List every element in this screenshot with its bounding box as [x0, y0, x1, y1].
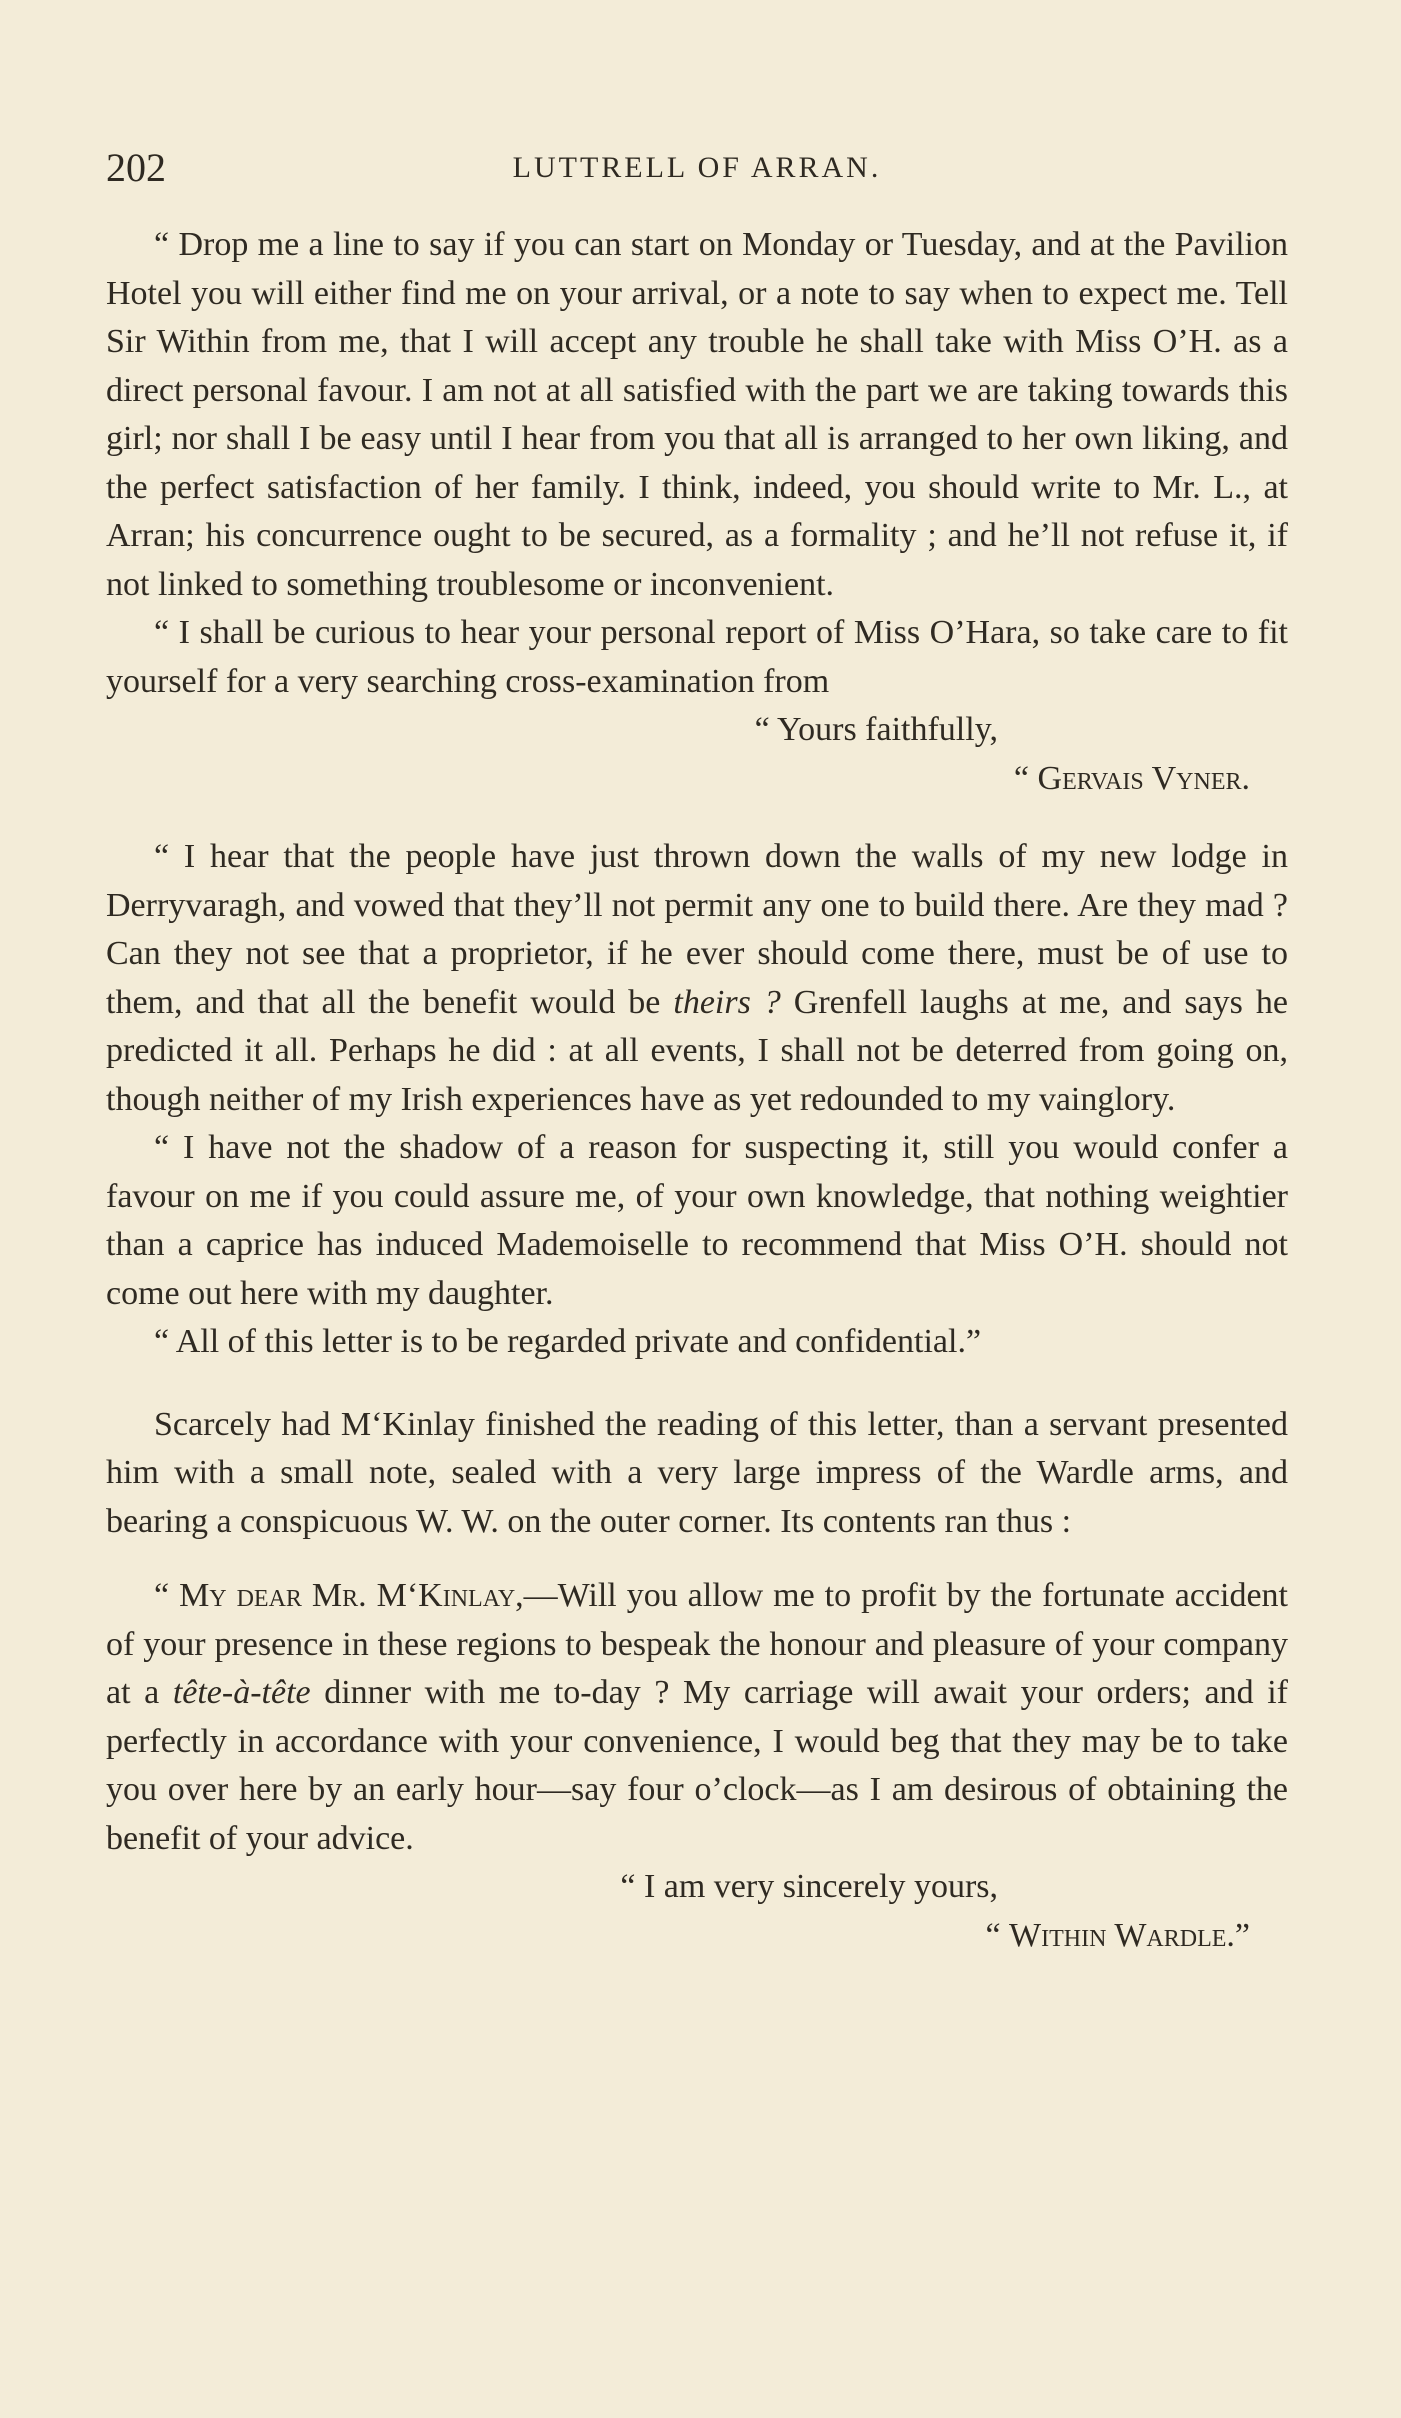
letter-paragraph-2: “ I shall be curious to hear your personal report of Miss O’Hara, so take care to fit yourself for a very searching cross-examination from [106, 614, 1288, 700]
postscript-text-a: “ I hear that the people have just thrown down the walls of my new lodge in Derryvaragh, and vowed that they’ll not permit any one to build there. Are they mad ? Can they not see that a proprietor, if he ever should come there, must be of use to them, and that all the benefit would be [106, 838, 1288, 1021]
postscript-text-b: Grenfell laughs at me, and says he predicted it all. Perhaps he did : at all events, I shall not be deterred from going on, though neither of my Irish experiences have as yet redounded to my vainglory. [106, 983, 1288, 1118]
signature-open-quote: “ [1013, 759, 1038, 797]
page-header [106, 140, 1288, 196]
note-signature-name: Within Wardle. [1009, 1916, 1235, 1954]
note-paragraph [106, 1572, 1288, 1863]
note-signature-close-quote: ” [1234, 1916, 1250, 1954]
signature-name: Gervais Vyner. [1037, 759, 1250, 797]
spacer [106, 1367, 1288, 1401]
page-body [106, 221, 1288, 1960]
postscript-paragraph-3: “ All of this letter is to be regarded private and confidential.” [154, 1323, 982, 1360]
note-closing: “ I am very sincerely yours, [620, 1868, 998, 1905]
note-signature [106, 1912, 1288, 1961]
spacer [106, 803, 1288, 833]
postscript-paragraph-2: “ I have not the shadow of a reason for suspecting it, still you would confer a favour on me if you could assure me, of your own knowledge, that nothing weightier than a caprice has induced Mademoiselle to recommend that Miss O’H. should not come out here with my daughter. [106, 1129, 1288, 1312]
note-text-a: —Will you allow me to profit by the fortunate accident of your presence in these regions to bespeak the honour and pleasure of your company at a [106, 1577, 1289, 1711]
postscript-emphasis: theirs ? [673, 983, 781, 1021]
salutation: My dear Mr. M‘Kinlay, [179, 1577, 524, 1614]
salutation-open-quote: “ [154, 1577, 180, 1614]
running-title: LUTTRELL OF ARRAN. [512, 151, 882, 184]
postscript-paragraph-1 [106, 833, 1288, 1124]
letter-closing: “ Yours faithfully, [754, 711, 998, 748]
note-signature-open-quote: “ [985, 1916, 1010, 1954]
narrative-paragraph: Scarcely had M‘Kinlay finished the reading of this letter, than a servant presented him with a small note, sealed with a very large impress of the Wardle arms, and bearing a conspicuous W. W. on the outer corner. Its contents ran thus : [106, 1405, 1288, 1540]
note-text-b: dinner with me to-day ? My carriage will await your orders; and if perfectly in accordance with your convenience, I would beg that they may be to take you over here by an early hour—say four o’clock—as I am desirous of obtaining the benefit of your advice. [106, 1674, 1288, 1857]
letter-signature [106, 755, 1288, 804]
note-emphasis: tête-à-tête [172, 1674, 311, 1711]
letter-paragraph-1: “ Drop me a line to say if you can start on Monday or Tuesday, and at the Pavilion Hotel you will either find me on your arrival, or a note to say when to expect me. Tell Sir Within from me, that I will accept any trouble he shall take with Miss O’H. as a direct personal favour. I am not at all satisfied with the part we are taking towards this girl; nor shall I be easy until I hear from you that all is arranged to her own liking, and the perfect satisfaction of her family. I think, indeed, you should write to Mr. L., at Arran; his concurrence ought to be secured, as a formality ; and he’ll not refuse it, if not linked to something troublesome or inconvenient. [106, 226, 1288, 603]
spacer [106, 1546, 1288, 1572]
page-number: 202 [106, 145, 166, 190]
